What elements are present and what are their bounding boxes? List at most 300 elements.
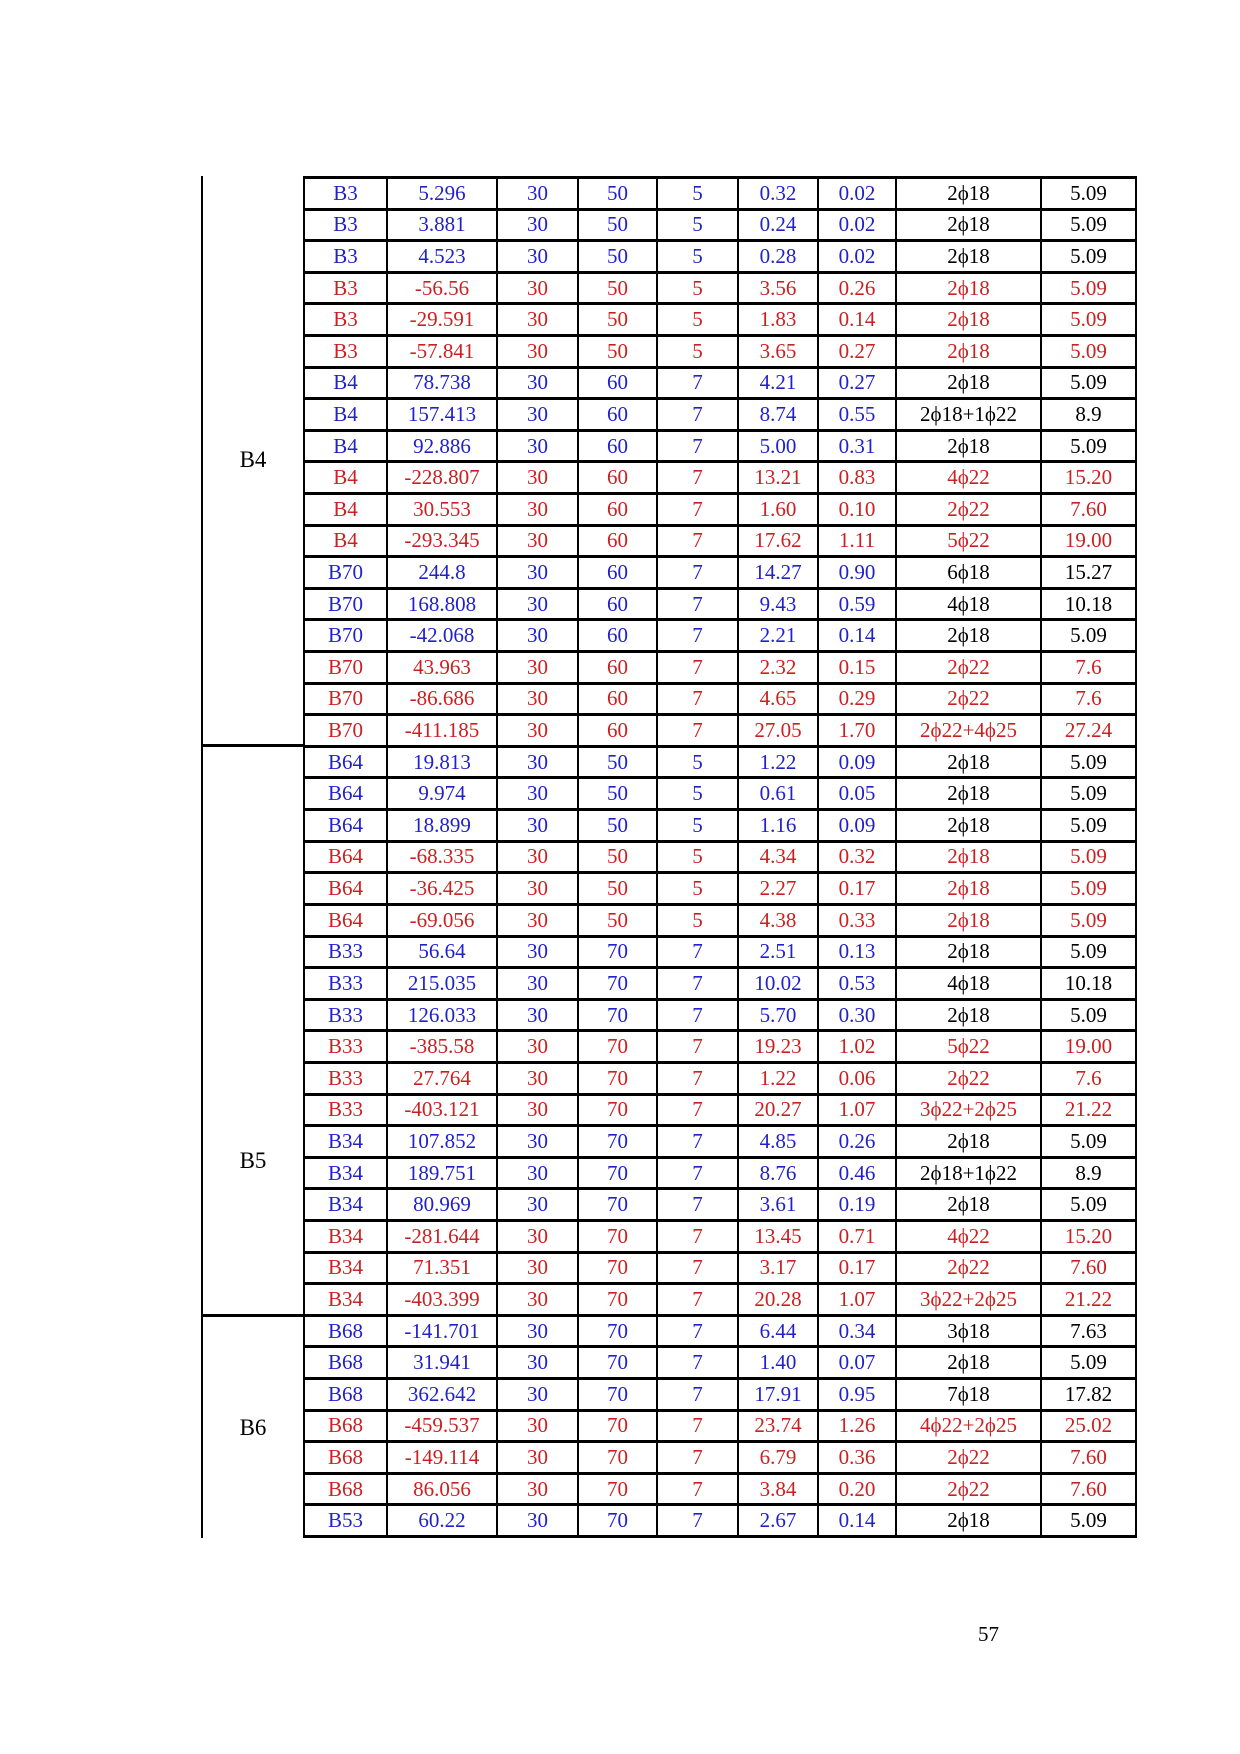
width-b-cell: 30 xyxy=(498,621,579,653)
as-required-cell: 23.74 xyxy=(739,1412,819,1444)
moment-cell: -228.807 xyxy=(388,463,498,495)
beam-group-label: B6 xyxy=(239,1414,267,1440)
ratio-cell: 0.14 xyxy=(819,305,897,337)
ratio-cell: 0.09 xyxy=(819,811,897,843)
reinforcement-cell: 2ϕ18 xyxy=(897,1127,1042,1159)
as-required-cell: 3.61 xyxy=(739,1190,819,1222)
cover-cell: 7 xyxy=(658,1348,739,1380)
cover-cell: 7 xyxy=(658,1506,739,1538)
cover-cell: 7 xyxy=(658,1222,739,1254)
as-required-cell: 3.84 xyxy=(739,1475,819,1507)
ratio-cell: 0.17 xyxy=(819,1254,897,1286)
cover-cell: 7 xyxy=(658,590,739,622)
as-provided-cell: 15.27 xyxy=(1042,558,1137,590)
ratio-cell: 0.59 xyxy=(819,590,897,622)
width-b-cell: 30 xyxy=(498,1380,579,1412)
height-h-cell: 70 xyxy=(579,1348,658,1380)
as-provided-cell: 19.00 xyxy=(1042,527,1137,559)
as-provided-cell: 7.60 xyxy=(1042,1443,1137,1475)
moment-cell: -149.114 xyxy=(388,1443,498,1475)
ratio-cell: 0.27 xyxy=(819,337,897,369)
beam-id-cell: B68 xyxy=(305,1412,388,1444)
beam-id-cell: B70 xyxy=(305,590,388,622)
as-required-cell: 8.76 xyxy=(739,1159,819,1191)
reinforcement-cell: 3ϕ22+2ϕ25 xyxy=(897,1096,1042,1128)
cover-cell: 7 xyxy=(658,495,739,527)
as-required-cell: 27.05 xyxy=(739,716,819,748)
reinforcement-cell: 2ϕ22 xyxy=(897,653,1042,685)
width-b-cell: 30 xyxy=(498,1443,579,1475)
reinforcement-cell: 4ϕ22+2ϕ25 xyxy=(897,1412,1042,1444)
width-b-cell: 30 xyxy=(498,463,579,495)
as-provided-cell: 8.9 xyxy=(1042,400,1137,432)
width-b-cell: 30 xyxy=(498,938,579,970)
moment-cell: 244.8 xyxy=(388,558,498,590)
cover-cell: 5 xyxy=(658,748,739,780)
ratio-cell: 0.83 xyxy=(819,463,897,495)
reinforcement-cell: 2ϕ18+1ϕ22 xyxy=(897,1159,1042,1191)
as-provided-cell: 5.09 xyxy=(1042,432,1137,464)
beam-id-cell: B34 xyxy=(305,1254,388,1286)
width-b-cell: 30 xyxy=(498,400,579,432)
cover-cell: 7 xyxy=(658,1064,739,1096)
cover-cell: 7 xyxy=(658,1475,739,1507)
beam-id-cell: B4 xyxy=(305,432,388,464)
cover-cell: 7 xyxy=(658,1317,739,1349)
height-h-cell: 60 xyxy=(579,716,658,748)
height-h-cell: 70 xyxy=(579,1127,658,1159)
cover-cell: 7 xyxy=(658,1096,739,1128)
width-b-cell: 30 xyxy=(498,1475,579,1507)
width-b-cell: 30 xyxy=(498,1127,579,1159)
as-required-cell: 1.83 xyxy=(739,305,819,337)
as-provided-cell: 5.09 xyxy=(1042,1127,1137,1159)
reinforcement-cell: 2ϕ18 xyxy=(897,1348,1042,1380)
width-b-cell: 30 xyxy=(498,969,579,1001)
cover-cell: 5 xyxy=(658,305,739,337)
height-h-cell: 60 xyxy=(579,558,658,590)
reinforcement-cell: 2ϕ18 xyxy=(897,621,1042,653)
height-h-cell: 70 xyxy=(579,969,658,1001)
height-h-cell: 60 xyxy=(579,590,658,622)
as-provided-cell: 5.09 xyxy=(1042,843,1137,875)
ratio-cell: 1.70 xyxy=(819,716,897,748)
ratio-cell: 0.95 xyxy=(819,1380,897,1412)
ratio-cell: 0.05 xyxy=(819,779,897,811)
beam-id-cell: B70 xyxy=(305,653,388,685)
as-provided-cell: 5.09 xyxy=(1042,179,1137,211)
as-required-cell: 6.79 xyxy=(739,1443,819,1475)
as-provided-cell: 7.60 xyxy=(1042,495,1137,527)
beam-id-cell: B64 xyxy=(305,811,388,843)
moment-cell: -411.185 xyxy=(388,716,498,748)
ratio-cell: 0.30 xyxy=(819,1001,897,1033)
ratio-cell: 0.15 xyxy=(819,653,897,685)
as-required-cell: 0.24 xyxy=(739,211,819,243)
beam-group-cell xyxy=(203,744,303,1315)
reinforcement-cell: 2ϕ18 xyxy=(897,843,1042,875)
as-provided-cell: 5.09 xyxy=(1042,748,1137,780)
cover-cell: 5 xyxy=(658,242,739,274)
height-h-cell: 60 xyxy=(579,685,658,717)
reinforcement-cell: 2ϕ18 xyxy=(897,1506,1042,1538)
width-b-cell: 30 xyxy=(498,432,579,464)
cover-cell: 7 xyxy=(658,1285,739,1317)
cover-cell: 7 xyxy=(658,1032,739,1064)
ratio-cell: 0.27 xyxy=(819,369,897,401)
as-required-cell: 10.02 xyxy=(739,969,819,1001)
moment-cell: -459.537 xyxy=(388,1412,498,1444)
as-required-cell: 6.44 xyxy=(739,1317,819,1349)
beam-group-cell xyxy=(203,176,303,744)
cover-cell: 5 xyxy=(658,843,739,875)
height-h-cell: 50 xyxy=(579,274,658,306)
beam-id-cell: B64 xyxy=(305,874,388,906)
reinforcement-cell: 2ϕ22 xyxy=(897,685,1042,717)
width-b-cell: 30 xyxy=(498,1285,579,1317)
width-b-cell: 30 xyxy=(498,369,579,401)
beam-id-cell: B64 xyxy=(305,779,388,811)
moment-cell: 215.035 xyxy=(388,969,498,1001)
cover-cell: 7 xyxy=(658,1380,739,1412)
reinforcement-cell: 4ϕ18 xyxy=(897,590,1042,622)
as-provided-cell: 7.63 xyxy=(1042,1317,1137,1349)
height-h-cell: 60 xyxy=(579,653,658,685)
cover-cell: 7 xyxy=(658,938,739,970)
cover-cell: 7 xyxy=(658,400,739,432)
as-provided-cell: 5.09 xyxy=(1042,305,1137,337)
width-b-cell: 30 xyxy=(498,1222,579,1254)
height-h-cell: 70 xyxy=(579,1443,658,1475)
moment-cell: 56.64 xyxy=(388,938,498,970)
height-h-cell: 50 xyxy=(579,874,658,906)
as-provided-cell: 5.09 xyxy=(1042,369,1137,401)
moment-cell: 3.881 xyxy=(388,211,498,243)
ratio-cell: 0.31 xyxy=(819,432,897,464)
moment-cell: -69.056 xyxy=(388,906,498,938)
reinforcement-cell: 2ϕ18 xyxy=(897,748,1042,780)
moment-cell: 43.963 xyxy=(388,653,498,685)
reinforcement-cell: 7ϕ18 xyxy=(897,1380,1042,1412)
beam-id-cell: B34 xyxy=(305,1285,388,1317)
as-required-cell: 2.51 xyxy=(739,938,819,970)
reinforcement-cell: 2ϕ18 xyxy=(897,1190,1042,1222)
moment-cell: -293.345 xyxy=(388,527,498,559)
cover-cell: 5 xyxy=(658,337,739,369)
width-b-cell: 30 xyxy=(498,653,579,685)
height-h-cell: 70 xyxy=(579,938,658,970)
moment-cell: 168.808 xyxy=(388,590,498,622)
as-provided-cell: 7.60 xyxy=(1042,1254,1137,1286)
moment-cell: 157.413 xyxy=(388,400,498,432)
width-b-cell: 30 xyxy=(498,906,579,938)
as-required-cell: 19.23 xyxy=(739,1032,819,1064)
beam-id-cell: B68 xyxy=(305,1317,388,1349)
as-provided-cell: 5.09 xyxy=(1042,938,1137,970)
cover-cell: 5 xyxy=(658,179,739,211)
as-provided-cell: 15.20 xyxy=(1042,1222,1137,1254)
reinforcement-cell: 2ϕ22 xyxy=(897,1064,1042,1096)
as-required-cell: 17.91 xyxy=(739,1380,819,1412)
as-provided-cell: 21.22 xyxy=(1042,1285,1137,1317)
ratio-cell: 0.02 xyxy=(819,179,897,211)
cover-cell: 7 xyxy=(658,1001,739,1033)
as-provided-cell: 10.18 xyxy=(1042,969,1137,1001)
cover-cell: 7 xyxy=(658,1412,739,1444)
reinforcement-cell: 2ϕ18 xyxy=(897,779,1042,811)
beam-id-cell: B33 xyxy=(305,969,388,1001)
moment-cell: -29.591 xyxy=(388,305,498,337)
beam-id-cell: B64 xyxy=(305,906,388,938)
moment-cell: 4.523 xyxy=(388,242,498,274)
beam-group-cell xyxy=(203,1314,303,1538)
height-h-cell: 70 xyxy=(579,1064,658,1096)
height-h-cell: 50 xyxy=(579,242,658,274)
ratio-cell: 0.26 xyxy=(819,1127,897,1159)
beam-id-cell: B33 xyxy=(305,1032,388,1064)
as-required-cell: 20.27 xyxy=(739,1096,819,1128)
beam-group-label: B4 xyxy=(239,446,267,472)
moment-cell: -385.58 xyxy=(388,1032,498,1064)
as-required-cell: 3.65 xyxy=(739,337,819,369)
beam-table-grid xyxy=(303,176,1137,1538)
reinforcement-cell: 2ϕ18 xyxy=(897,305,1042,337)
width-b-cell: 30 xyxy=(498,874,579,906)
cover-cell: 7 xyxy=(658,1190,739,1222)
ratio-cell: 0.71 xyxy=(819,1222,897,1254)
beam-id-cell: B68 xyxy=(305,1443,388,1475)
as-provided-cell: 5.09 xyxy=(1042,337,1137,369)
width-b-cell: 30 xyxy=(498,685,579,717)
width-b-cell: 30 xyxy=(498,1096,579,1128)
width-b-cell: 30 xyxy=(498,274,579,306)
height-h-cell: 70 xyxy=(579,1001,658,1033)
moment-cell: -141.701 xyxy=(388,1317,498,1349)
moment-cell: 5.296 xyxy=(388,179,498,211)
ratio-cell: 0.32 xyxy=(819,843,897,875)
width-b-cell: 30 xyxy=(498,716,579,748)
moment-cell: 92.886 xyxy=(388,432,498,464)
cover-cell: 5 xyxy=(658,274,739,306)
cover-cell: 7 xyxy=(658,558,739,590)
width-b-cell: 30 xyxy=(498,495,579,527)
moment-cell: 30.553 xyxy=(388,495,498,527)
beam-id-cell: B34 xyxy=(305,1127,388,1159)
as-provided-cell: 17.82 xyxy=(1042,1380,1137,1412)
height-h-cell: 70 xyxy=(579,1190,658,1222)
ratio-cell: 0.02 xyxy=(819,211,897,243)
ratio-cell: 0.29 xyxy=(819,685,897,717)
beam-id-cell: B68 xyxy=(305,1348,388,1380)
beam-id-cell: B4 xyxy=(305,463,388,495)
cover-cell: 5 xyxy=(658,211,739,243)
beam-id-cell: B70 xyxy=(305,716,388,748)
beam-group-column xyxy=(201,176,303,1538)
reinforcement-cell: 2ϕ18 xyxy=(897,906,1042,938)
as-required-cell: 5.70 xyxy=(739,1001,819,1033)
height-h-cell: 60 xyxy=(579,432,658,464)
moment-cell: -68.335 xyxy=(388,843,498,875)
beam-reinforcement-table xyxy=(201,176,1137,1538)
as-provided-cell: 5.09 xyxy=(1042,1190,1137,1222)
as-provided-cell: 5.09 xyxy=(1042,1506,1137,1538)
ratio-cell: 0.14 xyxy=(819,1506,897,1538)
height-h-cell: 70 xyxy=(579,1222,658,1254)
cover-cell: 7 xyxy=(658,527,739,559)
as-required-cell: 8.74 xyxy=(739,400,819,432)
as-required-cell: 4.38 xyxy=(739,906,819,938)
beam-id-cell: B3 xyxy=(305,337,388,369)
height-h-cell: 50 xyxy=(579,748,658,780)
reinforcement-cell: 2ϕ18 xyxy=(897,274,1042,306)
as-provided-cell: 21.22 xyxy=(1042,1096,1137,1128)
reinforcement-cell: 2ϕ18 xyxy=(897,242,1042,274)
cover-cell: 5 xyxy=(658,779,739,811)
reinforcement-cell: 6ϕ18 xyxy=(897,558,1042,590)
beam-id-cell: B70 xyxy=(305,685,388,717)
moment-cell: 60.22 xyxy=(388,1506,498,1538)
as-required-cell: 1.16 xyxy=(739,811,819,843)
cover-cell: 7 xyxy=(658,1127,739,1159)
width-b-cell: 30 xyxy=(498,527,579,559)
as-required-cell: 2.67 xyxy=(739,1506,819,1538)
height-h-cell: 60 xyxy=(579,400,658,432)
width-b-cell: 30 xyxy=(498,811,579,843)
cover-cell: 7 xyxy=(658,685,739,717)
as-required-cell: 4.85 xyxy=(739,1127,819,1159)
beam-id-cell: B4 xyxy=(305,495,388,527)
reinforcement-cell: 2ϕ22 xyxy=(897,495,1042,527)
width-b-cell: 30 xyxy=(498,179,579,211)
reinforcement-cell: 2ϕ22+4ϕ25 xyxy=(897,716,1042,748)
beam-group-label: B5 xyxy=(239,1147,267,1173)
cover-cell: 7 xyxy=(658,432,739,464)
height-h-cell: 60 xyxy=(579,621,658,653)
moment-cell: -56.56 xyxy=(388,274,498,306)
moment-cell: -42.068 xyxy=(388,621,498,653)
width-b-cell: 30 xyxy=(498,558,579,590)
width-b-cell: 30 xyxy=(498,1190,579,1222)
ratio-cell: 1.02 xyxy=(819,1032,897,1064)
beam-id-cell: B68 xyxy=(305,1475,388,1507)
ratio-cell: 0.20 xyxy=(819,1475,897,1507)
height-h-cell: 70 xyxy=(579,1506,658,1538)
beam-id-cell: B70 xyxy=(305,621,388,653)
moment-cell: 78.738 xyxy=(388,369,498,401)
height-h-cell: 70 xyxy=(579,1317,658,1349)
cover-cell: 5 xyxy=(658,811,739,843)
height-h-cell: 60 xyxy=(579,495,658,527)
as-required-cell: 1.40 xyxy=(739,1348,819,1380)
beam-id-cell: B64 xyxy=(305,843,388,875)
height-h-cell: 50 xyxy=(579,811,658,843)
as-required-cell: 4.65 xyxy=(739,685,819,717)
ratio-cell: 0.33 xyxy=(819,906,897,938)
width-b-cell: 30 xyxy=(498,1064,579,1096)
ratio-cell: 0.36 xyxy=(819,1443,897,1475)
as-required-cell: 2.27 xyxy=(739,874,819,906)
ratio-cell: 0.09 xyxy=(819,748,897,780)
moment-cell: 27.764 xyxy=(388,1064,498,1096)
as-provided-cell: 5.09 xyxy=(1042,906,1137,938)
moment-cell: 71.351 xyxy=(388,1254,498,1286)
as-provided-cell: 7.6 xyxy=(1042,1064,1137,1096)
width-b-cell: 30 xyxy=(498,1412,579,1444)
as-required-cell: 13.45 xyxy=(739,1222,819,1254)
ratio-cell: 1.11 xyxy=(819,527,897,559)
as-required-cell: 2.32 xyxy=(739,653,819,685)
as-required-cell: 3.17 xyxy=(739,1254,819,1286)
moment-cell: -281.644 xyxy=(388,1222,498,1254)
as-provided-cell: 5.09 xyxy=(1042,1001,1137,1033)
width-b-cell: 30 xyxy=(498,305,579,337)
cover-cell: 7 xyxy=(658,621,739,653)
as-required-cell: 13.21 xyxy=(739,463,819,495)
reinforcement-cell: 4ϕ18 xyxy=(897,969,1042,1001)
height-h-cell: 50 xyxy=(579,337,658,369)
ratio-cell: 0.17 xyxy=(819,874,897,906)
as-provided-cell: 5.09 xyxy=(1042,211,1137,243)
beam-id-cell: B34 xyxy=(305,1159,388,1191)
as-required-cell: 0.61 xyxy=(739,779,819,811)
moment-cell: 18.899 xyxy=(388,811,498,843)
width-b-cell: 30 xyxy=(498,337,579,369)
height-h-cell: 70 xyxy=(579,1285,658,1317)
width-b-cell: 30 xyxy=(498,1254,579,1286)
ratio-cell: 0.53 xyxy=(819,969,897,1001)
ratio-cell: 0.10 xyxy=(819,495,897,527)
height-h-cell: 50 xyxy=(579,843,658,875)
cover-cell: 7 xyxy=(658,1254,739,1286)
height-h-cell: 70 xyxy=(579,1159,658,1191)
as-required-cell: 9.43 xyxy=(739,590,819,622)
reinforcement-cell: 2ϕ18 xyxy=(897,1001,1042,1033)
reinforcement-cell: 2ϕ18 xyxy=(897,211,1042,243)
reinforcement-cell: 2ϕ22 xyxy=(897,1475,1042,1507)
moment-cell: 86.056 xyxy=(388,1475,498,1507)
moment-cell: 19.813 xyxy=(388,748,498,780)
width-b-cell: 30 xyxy=(498,211,579,243)
moment-cell: -86.686 xyxy=(388,685,498,717)
ratio-cell: 1.07 xyxy=(819,1096,897,1128)
as-required-cell: 5.00 xyxy=(739,432,819,464)
beam-id-cell: B33 xyxy=(305,1096,388,1128)
moment-cell: 189.751 xyxy=(388,1159,498,1191)
cover-cell: 7 xyxy=(658,1443,739,1475)
cover-cell: 5 xyxy=(658,874,739,906)
reinforcement-cell: 2ϕ18 xyxy=(897,337,1042,369)
reinforcement-cell: 2ϕ22 xyxy=(897,1443,1042,1475)
beam-id-cell: B4 xyxy=(305,527,388,559)
width-b-cell: 30 xyxy=(498,1317,579,1349)
beam-id-cell: B34 xyxy=(305,1222,388,1254)
beam-id-cell: B70 xyxy=(305,558,388,590)
as-provided-cell: 27.24 xyxy=(1042,716,1137,748)
beam-id-cell: B34 xyxy=(305,1190,388,1222)
reinforcement-cell: 3ϕ22+2ϕ25 xyxy=(897,1285,1042,1317)
cover-cell: 7 xyxy=(658,369,739,401)
reinforcement-cell: 2ϕ22 xyxy=(897,1254,1042,1286)
ratio-cell: 1.07 xyxy=(819,1285,897,1317)
width-b-cell: 30 xyxy=(498,590,579,622)
reinforcement-cell: 5ϕ22 xyxy=(897,1032,1042,1064)
as-required-cell: 17.62 xyxy=(739,527,819,559)
moment-cell: 126.033 xyxy=(388,1001,498,1033)
as-required-cell: 14.27 xyxy=(739,558,819,590)
as-provided-cell: 10.18 xyxy=(1042,590,1137,622)
beam-id-cell: B3 xyxy=(305,274,388,306)
moment-cell: 9.974 xyxy=(388,779,498,811)
